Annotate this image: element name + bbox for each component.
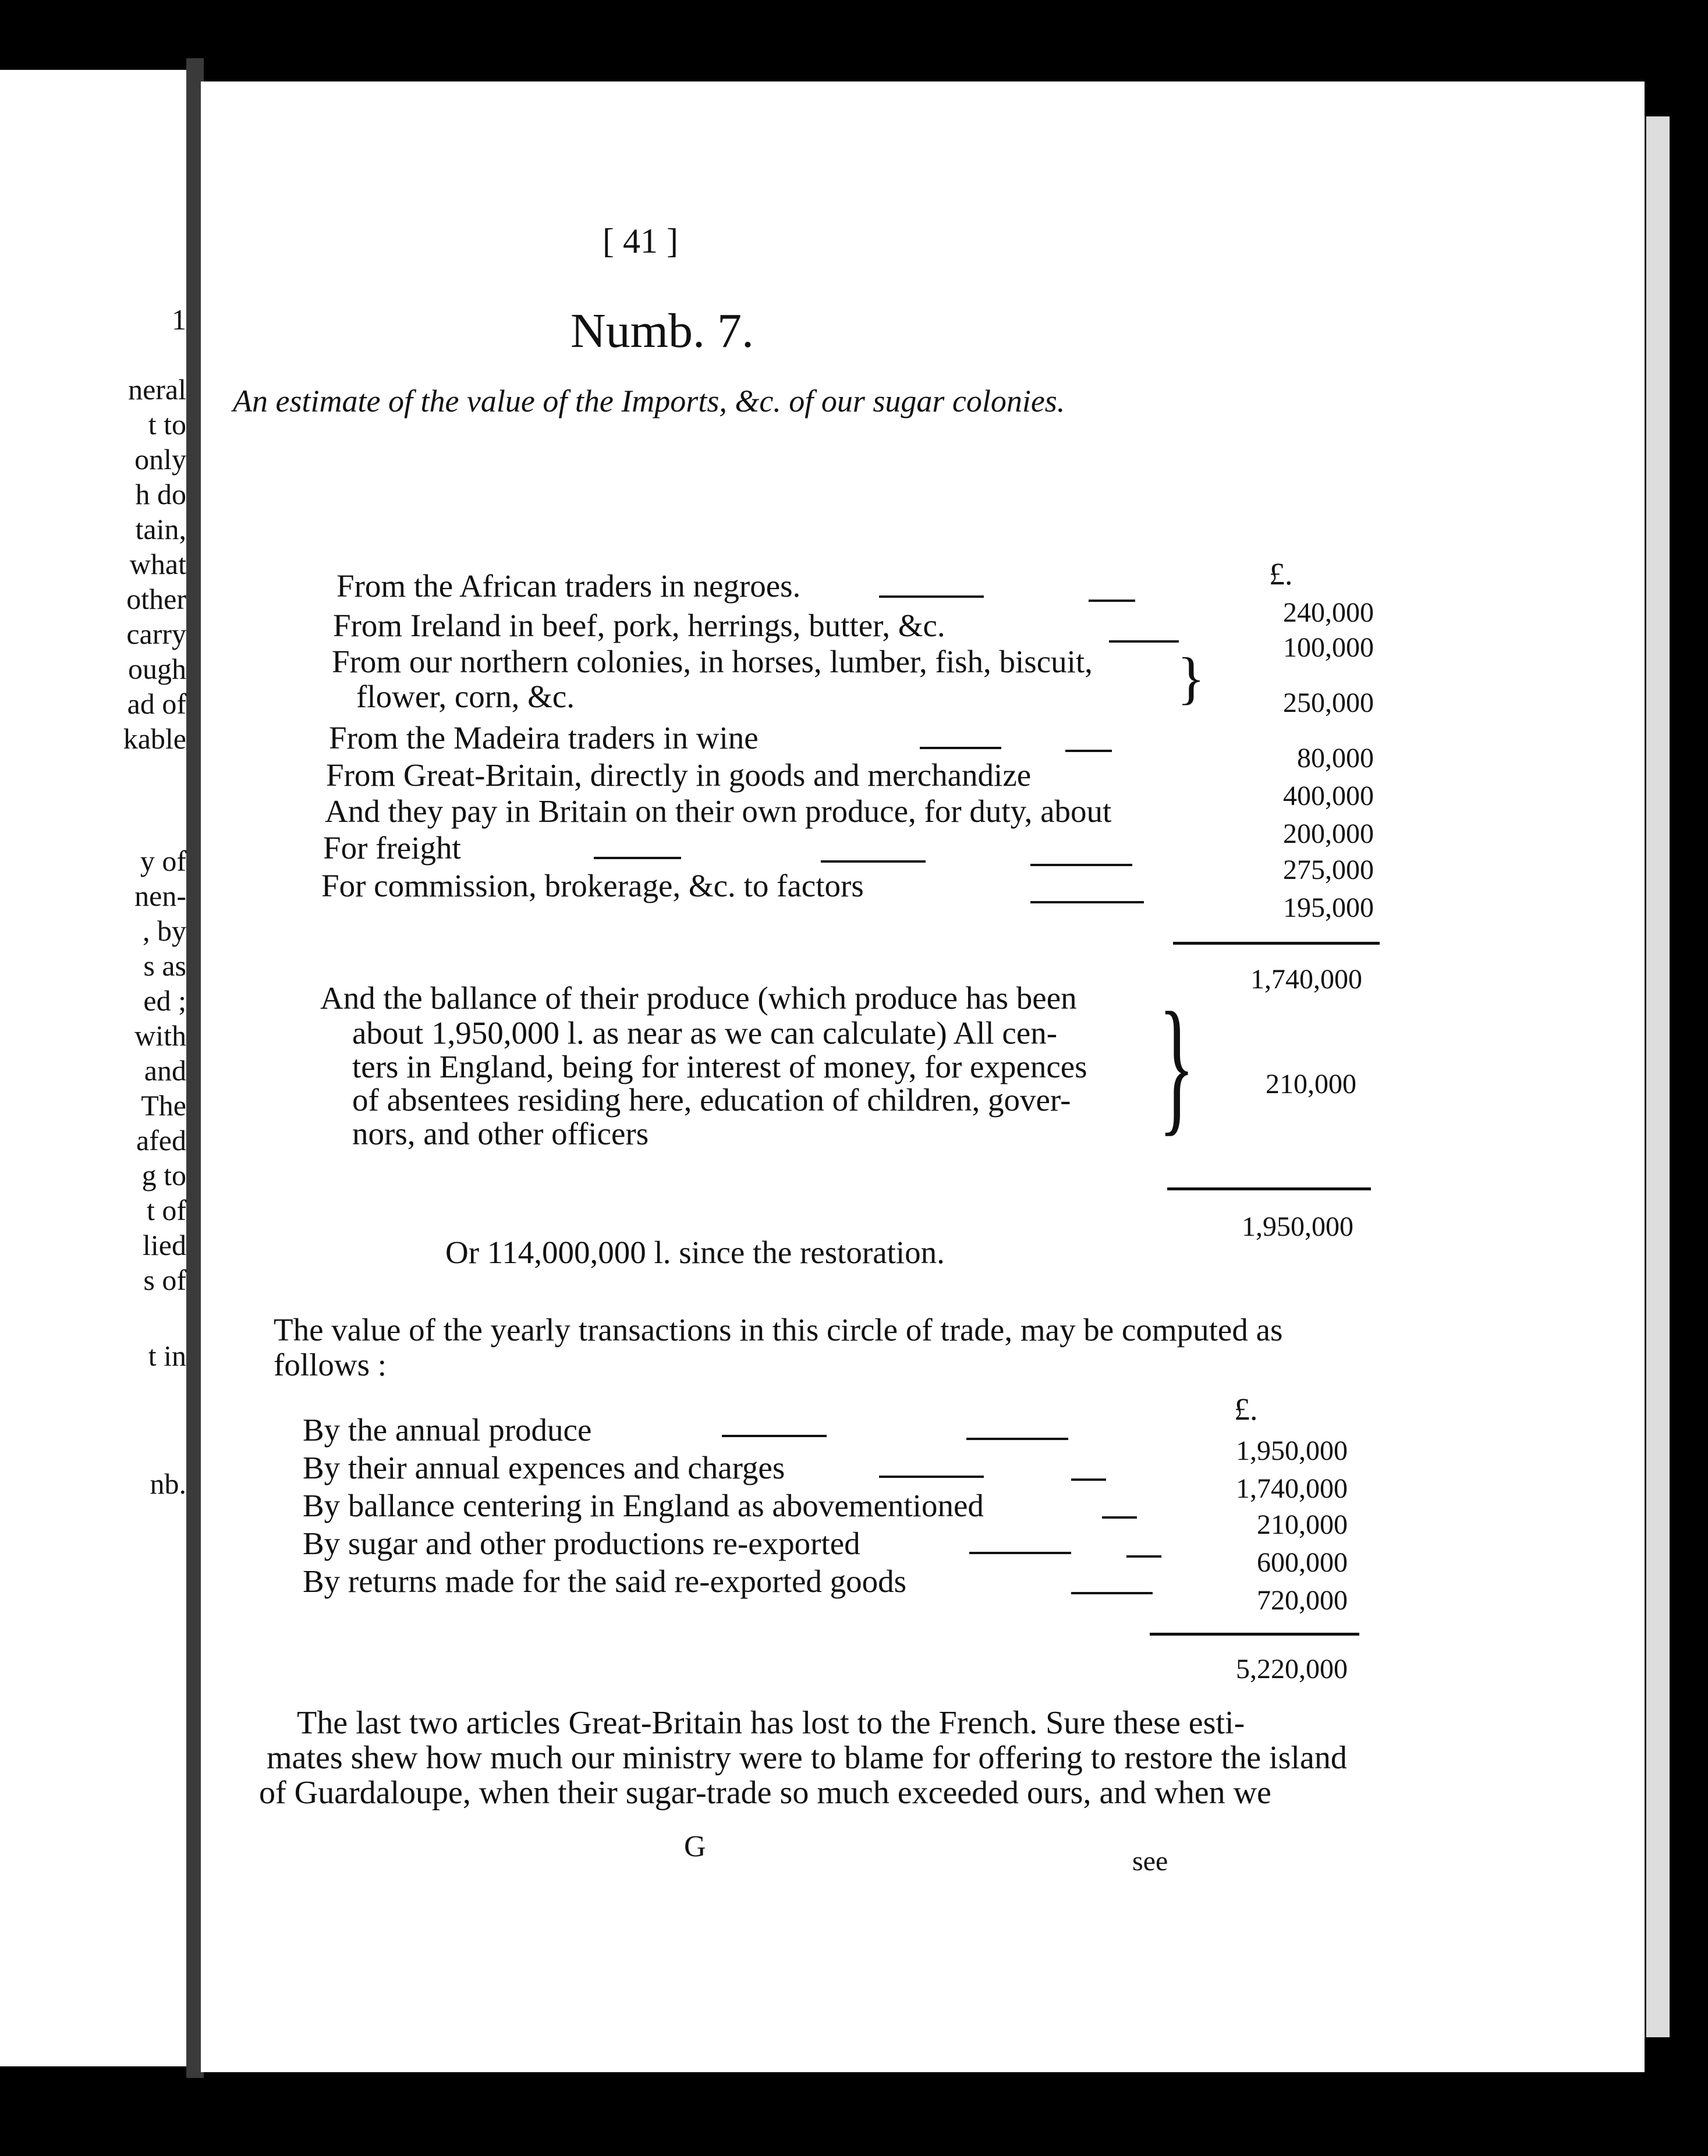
leader-dash <box>1065 750 1112 752</box>
left-page-text-fragment: s of <box>143 1264 186 1296</box>
import-row-amount: 275,000 <box>1283 854 1374 885</box>
left-page-fragment <box>0 70 186 2066</box>
left-page-text-fragment: neral <box>128 373 186 406</box>
ballance-amount: 210,000 <box>1266 1069 1356 1100</box>
brace: } <box>1177 646 1205 710</box>
sum-rule <box>1150 1633 1359 1636</box>
import-row-amount: 195,000 <box>1283 892 1374 923</box>
currency-header: £. <box>1234 1392 1258 1427</box>
leader-dash <box>1126 1555 1161 1558</box>
ballance-total: 1,950,000 <box>1242 1211 1353 1242</box>
left-page-text-fragment: t of <box>146 1194 186 1226</box>
table-caption: An estimate of the value of the Imports, &c. of our sugar colonies. <box>233 384 1065 419</box>
left-page-text-fragment: y of <box>140 845 186 877</box>
left-page-text-fragment: t to <box>148 408 186 441</box>
leader-dash <box>1089 600 1135 602</box>
import-row-amount: 200,000 <box>1283 818 1374 849</box>
left-page-text-fragment: h do <box>135 478 186 510</box>
left-page-text-fragment: g to <box>141 1159 186 1192</box>
import-row-label: From Ireland in beef, pork, herrings, butter, &c. <box>333 608 945 643</box>
leader-dash <box>594 857 681 859</box>
transaction-row-amount: 1,740,000 <box>1236 1473 1348 1504</box>
transaction-row-label: By returns made for the said re-exported goods <box>303 1563 907 1599</box>
signature-mark: G <box>684 1830 706 1863</box>
import-row-amount: 250,000 <box>1283 687 1374 718</box>
import-row-label: From the African traders in negroes. <box>336 568 801 604</box>
page-title: Numb. 7. <box>570 304 754 358</box>
left-page-text-fragment: carry <box>126 618 186 650</box>
import-row-amount: 400,000 <box>1283 781 1374 811</box>
transaction-row-label: By ballance centering in England as abovementioned <box>303 1488 984 1523</box>
transactions-total: 5,220,000 <box>1236 1654 1348 1685</box>
catchword: see <box>1132 1846 1168 1877</box>
leader-dash <box>1030 864 1132 866</box>
transactions-intro: follows : <box>274 1347 387 1382</box>
transaction-row-label: By their annual expences and charges <box>303 1450 785 1485</box>
left-page-text-fragment: tain, <box>135 513 186 545</box>
left-page-text-fragment: nb. <box>150 1467 186 1500</box>
closing-line: of Guardaloupe, when their sugar-trade so much exceeded ours, and when we <box>259 1775 1271 1811</box>
since-restoration: Or 114,000,000 l. since the restoration. <box>445 1235 945 1270</box>
left-page-text-fragment: t in <box>148 1339 186 1372</box>
leader-dash <box>722 1435 827 1437</box>
leader-dash <box>1109 640 1179 643</box>
import-row-label: From our northern colonies, in horses, lumber, fish, biscuit, <box>332 644 1093 679</box>
left-page-text-fragment: ough <box>128 653 186 685</box>
transaction-row-amount: 210,000 <box>1257 1509 1348 1540</box>
left-page-text-fragment: what <box>129 548 186 580</box>
left-page-text-fragment: only <box>134 443 186 476</box>
left-page-text-fragment: other <box>126 583 186 615</box>
leader-dash <box>969 1552 1071 1554</box>
sum-rule <box>1167 1187 1371 1190</box>
transactions-intro: The value of the yearly transactions in this circle of trade, may be computed as <box>274 1312 1283 1348</box>
ballance-line: And the ballance of their produce (which produce has been <box>320 980 1077 1016</box>
leader-dash <box>1071 1478 1106 1481</box>
import-row-amount: 100,000 <box>1283 632 1374 663</box>
left-page-text-fragment: s as <box>143 949 186 982</box>
ballance-line: nors, and other officers <box>352 1116 649 1151</box>
left-page-text-fragment: and <box>144 1054 186 1087</box>
left-page-text-fragment: ed ; <box>143 984 186 1017</box>
left-page-text-fragment: with <box>134 1019 186 1052</box>
left-page-text-fragment: , by <box>143 914 186 947</box>
import-row-amount: 80,000 <box>1297 743 1374 774</box>
leader-dash <box>966 1438 1068 1440</box>
page-edge <box>1645 116 1670 2037</box>
transaction-row-label: By the annual produce <box>303 1412 592 1448</box>
import-row-label: flower, corn, &c. <box>356 679 575 714</box>
left-page-text-fragment: ad of <box>127 687 186 720</box>
leader-dash <box>879 595 984 598</box>
import-row-label: For commission, brokerage, &c. to factors <box>321 868 864 903</box>
ballance-line: ters in England, being for interest of money, for expences <box>352 1049 1087 1084</box>
sum-rule <box>1173 942 1380 945</box>
left-page-text-fragment: afed <box>136 1124 186 1157</box>
closing-line: The last two articles Great-Britain has lost to the French. Sure these esti- <box>297 1705 1245 1741</box>
leader-dash <box>879 1476 984 1478</box>
leader-dash <box>1071 1592 1153 1594</box>
currency-header: £. <box>1269 556 1293 591</box>
brace: } <box>1158 981 1195 1149</box>
import-row-label: From Great-Britain, directly in goods and merchandize <box>326 757 1032 793</box>
closing-line: mates shew how much our ministry were to blame for offering to restore the island <box>267 1740 1347 1776</box>
left-page-text-fragment: nen- <box>134 880 186 912</box>
ballance-line: about 1,950,000 l. as near as we can calculate) All cen- <box>352 1015 1058 1051</box>
ballance-line: of absentees residing here, education of children, gover- <box>352 1082 1071 1118</box>
imports-subtotal: 1,740,000 <box>1250 964 1362 995</box>
transaction-row-amount: 600,000 <box>1257 1547 1348 1578</box>
leader-dash <box>920 747 1001 749</box>
import-row-label: And they pay in Britain on their own produce, for duty, about <box>325 793 1112 829</box>
import-row-label: From the Madeira traders in wine <box>329 720 759 756</box>
left-page-text-fragment: The <box>141 1089 186 1122</box>
import-row-amount: 240,000 <box>1283 597 1374 628</box>
left-page-text-fragment: lied <box>143 1229 186 1261</box>
leader-dash <box>1030 901 1144 903</box>
leader-dash <box>821 860 926 863</box>
import-row-label: For freight <box>323 830 461 866</box>
transaction-row-amount: 720,000 <box>1257 1585 1348 1616</box>
page-number: [ 41 ] <box>603 222 678 260</box>
transaction-row-label: By sugar and other productions re-exported <box>303 1526 860 1561</box>
left-page-text-fragment: 1 <box>172 303 186 336</box>
left-page-text-fragment: kable <box>123 722 186 755</box>
leader-dash <box>1102 1516 1137 1519</box>
transaction-row-amount: 1,950,000 <box>1236 1435 1348 1466</box>
